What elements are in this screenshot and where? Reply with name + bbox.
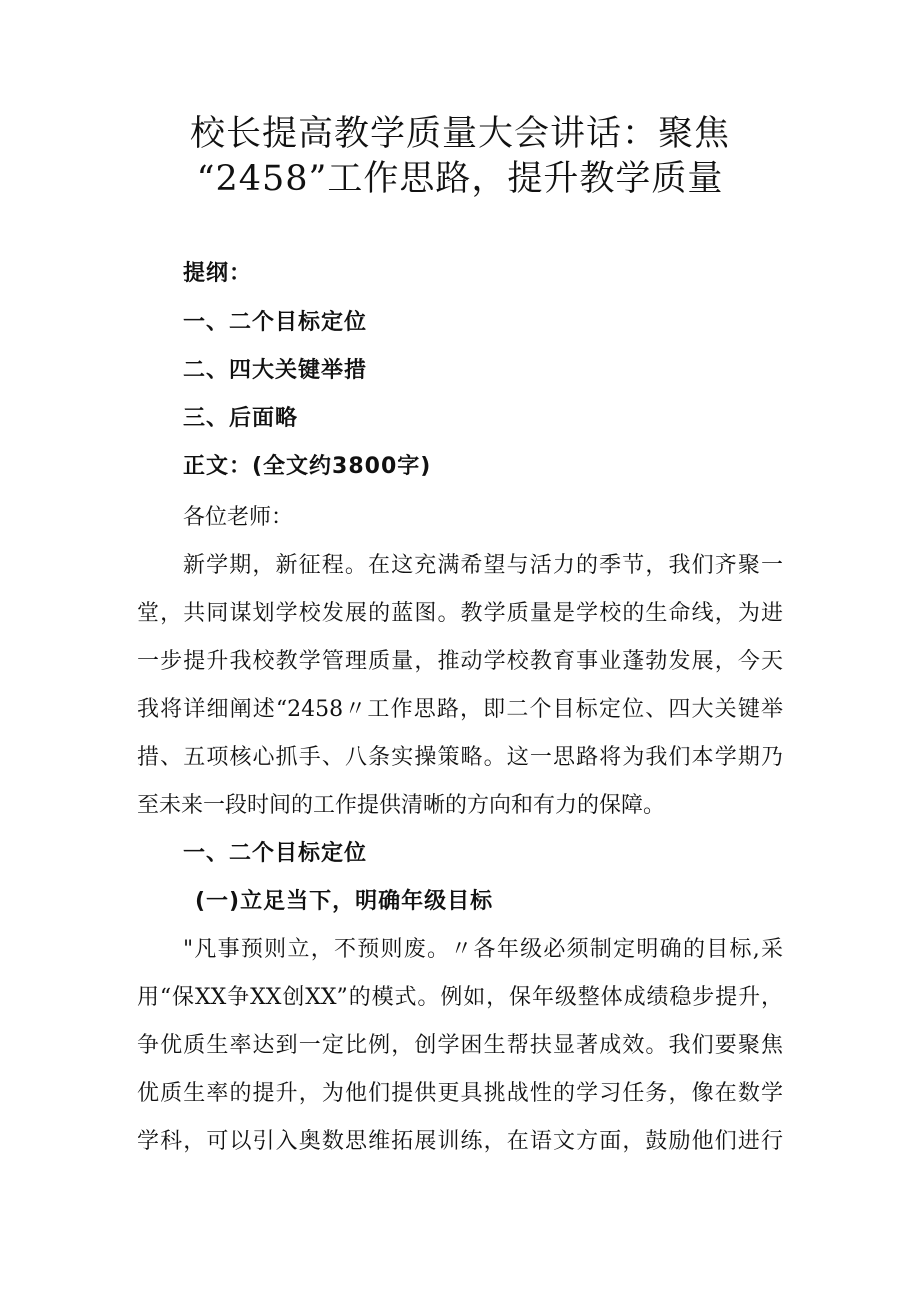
paragraph-line: 用“保XX争XX创XX”的模式。例如，保年级整体成绩稳步提升， bbox=[137, 985, 783, 1010]
section-subheading: (一)立足当下，明确年级目标 bbox=[195, 889, 494, 914]
document-title-line-2: “2458”工作思路，提升教学质量 bbox=[196, 159, 724, 199]
paragraph-line: 优质生率的提升，为他们提供更具挑战性的学习任务，像在数学 bbox=[137, 1081, 783, 1106]
outline-item-1: 一、二个目标定位 bbox=[183, 310, 368, 335]
paragraph-line: "凡事预则立，不预则废。〃各年级必须制定明确的目标,采 bbox=[183, 937, 783, 962]
paragraph-line: 一步提升我校教学管理质量，推动学校教育事业蓬勃发展，今天 bbox=[137, 649, 783, 674]
section-heading: 一、二个目标定位 bbox=[183, 841, 368, 866]
paragraph-line: 我将详细阐述“2458〃工作思路，即二个目标定位、四大关键举 bbox=[137, 697, 783, 722]
paragraph-line: 新学期，新征程。在这充满希望与活力的季节，我们齐聚一 bbox=[183, 553, 783, 578]
outline-label: 提纲： bbox=[183, 261, 253, 286]
outline-item-2: 二、四大关键举措 bbox=[183, 358, 368, 383]
outline-item-3: 三、后面略 bbox=[183, 406, 299, 431]
document-title-line-1: 校长提高教学质量大会讲话：聚焦 bbox=[189, 114, 730, 154]
paragraph-line: 堂，共同谋划学校发展的蓝图。教学质量是学校的生命线，为进 bbox=[137, 601, 783, 626]
paragraph-line: 学科，可以引入奥数思维拓展训练，在语文方面，鼓励他们进行 bbox=[137, 1129, 783, 1154]
paragraph-line: 至未来一段时间的工作提供清晰的方向和有力的保障。 bbox=[137, 793, 666, 818]
body-label: 正文：(全文约3800字) bbox=[183, 454, 432, 479]
salutation: 各位老师： bbox=[183, 505, 294, 530]
paragraph-line: 争优质生率达到一定比例，创学困生帮扶显著成效。我们要聚焦 bbox=[137, 1033, 783, 1058]
paragraph-line: 措、五项核心抓手、八条实操策略。这一思路将为我们本学期乃 bbox=[137, 745, 783, 770]
